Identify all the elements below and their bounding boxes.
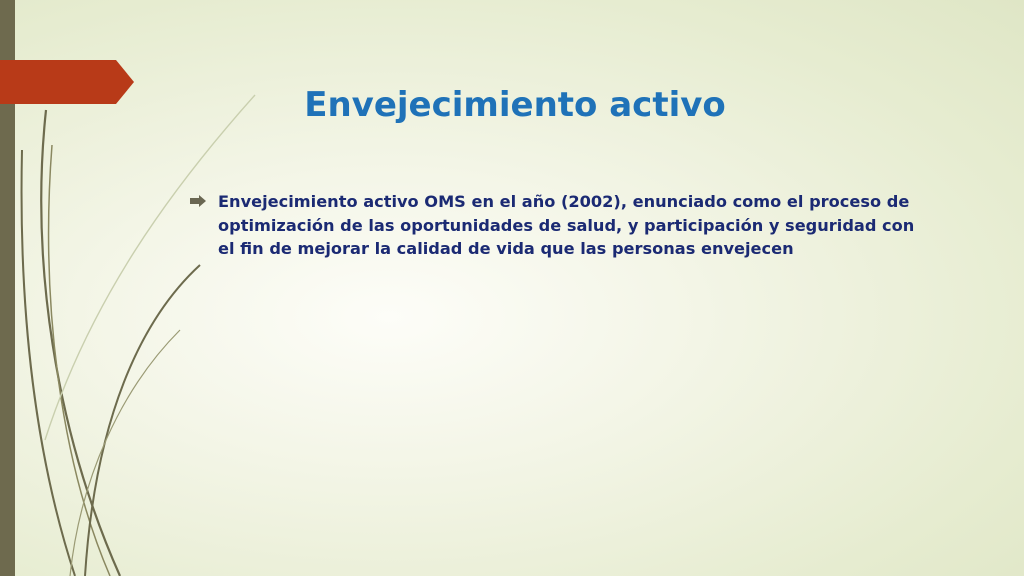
bullet-item — [190, 190, 930, 261]
bullet-text: Envejecimiento activo OMS en el año (2002), enunciado como el proceso de optimización de las oportunidades de salud, y participación y seguridad con el fin de mejorar la calidad de vida que las personas envejecen — [218, 192, 915, 258]
accent-tab — [0, 60, 134, 104]
arrow-right-bullet-icon — [190, 195, 206, 207]
slide-title: Envejecimiento activo — [304, 85, 726, 125]
bullet-list — [190, 190, 930, 261]
